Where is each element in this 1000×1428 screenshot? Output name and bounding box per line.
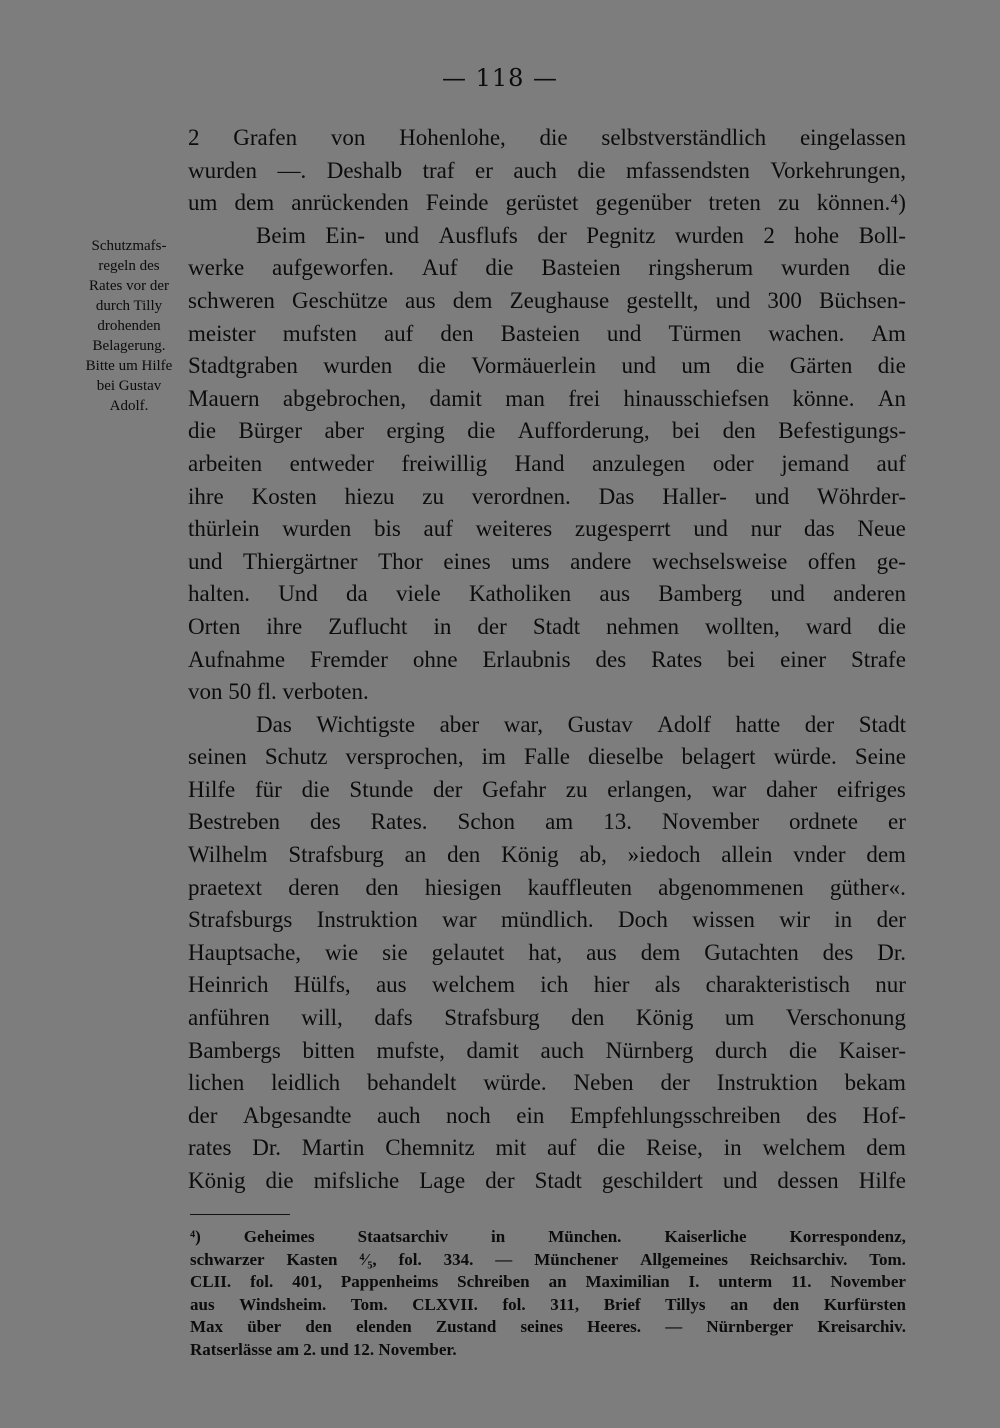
text-line: werke aufgeworfen. Auf die Basteien ringsherum wurden die	[188, 255, 906, 281]
margin-note-line: Adolf.	[109, 398, 149, 414]
text-line: praetext deren den hiesigen kauffleuten abgenommenen güther«.	[188, 874, 906, 900]
margin-note-line: bei Gustav	[96, 378, 162, 394]
text-line: Strafsburgs Instruktion war mündlich. Doch wissen wir in der	[188, 907, 906, 933]
margin-note-line: regeln des	[98, 258, 160, 274]
text-line: Hilfe für die Stunde der Gefahr zu erlangen, war daher eifriges	[188, 776, 906, 802]
margin-note-line: Schutzmafs-	[91, 238, 167, 254]
text-line: Mauern abgebrochen, damit man frei hinausschiefsen könne. An	[188, 385, 906, 411]
text-line: Bestreben des Rates. Schon am 13. November ordnete er	[188, 809, 906, 835]
footnote-rule	[190, 1214, 290, 1215]
text-line: von 50 fl. verboten.	[188, 679, 369, 705]
text-line: thürlein wurden bis auf weiteres zugesperrt und nur das Neue	[188, 516, 906, 542]
body-text	[188, 122, 906, 1198]
footnote-line: Max über den elenden Zustand seines Heeres. — Nürnberger Kreisarchiv.	[190, 1317, 906, 1336]
text-line: seinen Schutz versprochen, im Falle dieselbe belagert würde. Seine	[188, 744, 906, 770]
text-line: um dem anrückenden Feinde gerüstet gegenüber treten zu können.⁴)	[188, 190, 906, 216]
text-line: Wilhelm Strafsburg an den König ab, »iedoch allein vnder dem	[188, 842, 906, 868]
text-line: Heinrich Hülfs, aus welchem ich hier als charakteristisch nur	[188, 972, 906, 998]
text-line: Stadtgraben wurden die Vormäuerlein und um die Gärten die	[188, 353, 906, 379]
footnote-line: ⁴) Geheimes Staatsarchiv in München. Kaiserliche Korrespondenz,	[190, 1227, 906, 1246]
footnote-line: aus Windsheim. Tom. CLXVII. fol. 311, Brief Tillys an den Kurfürsten	[190, 1294, 906, 1314]
text-line: rates Dr. Martin Chemnitz mit auf die Reise, in welchem dem	[188, 1135, 906, 1161]
text-line: der Abgesandte auch noch ein Empfehlungsschreiben des Hof-	[188, 1102, 906, 1128]
margin-note-line: Rates vor der	[89, 278, 169, 294]
text-line: 2 Grafen von Hohenlohe, die selbstverständlich eingelassen	[188, 125, 906, 150]
footnote-line: Ratserlässe am 2. und 12. November.	[190, 1339, 457, 1359]
margin-note-line: Belagerung.	[92, 338, 166, 354]
text-line: meister mufsten auf den Basteien und Türmen wachen. Am	[188, 320, 906, 346]
text-line: König die mifsliche Lage der Stadt geschildert und dessen Hilfe	[188, 1168, 906, 1193]
text-line: die Bürger aber erging die Aufforderung, bei den Befestigungs-	[188, 418, 906, 444]
text-line: Beim Ein- und Ausflufs der Pegnitz wurden 2 hohe Boll-	[256, 222, 906, 248]
margin-note	[74, 236, 184, 416]
page-number: — 118 —	[441, 64, 559, 92]
text-line: anführen will, dafs Strafsburg den König um Verschonung	[188, 1005, 906, 1031]
text-line: halten. Und da viele Katholiken aus Bamberg und anderen	[188, 581, 906, 607]
margin-note-line: drohenden	[97, 318, 161, 334]
text-line: lichen leidlich behandelt würde. Neben der Instruktion bekam	[188, 1070, 906, 1096]
text-line: ihre Kosten hiezu zu verordnen. Das Haller- und Wöhrder-	[188, 483, 906, 509]
text-line: Hauptsache, wie sie gelautet hat, aus dem Gutachten des Dr.	[188, 939, 906, 965]
text-line: Aufnahme Fremder ohne Erlaubnis des Rates bei einer Strafe	[188, 646, 906, 672]
text-line: Bambergs bitten mufste, damit auch Nürnberg durch die Kaiser-	[188, 1037, 906, 1063]
margin-note-line: Bitte um Hilfe	[85, 358, 173, 374]
text-line: schweren Geschütze aus dem Zeughause gestellt, und 300 Büchsen-	[188, 287, 906, 313]
margin-note-line: durch Tilly	[95, 298, 163, 314]
text-line: Orten ihre Zuflucht in der Stadt nehmen wollten, ward die	[188, 613, 906, 639]
footnote-line: schwarzer Kasten ⁴⁄₅, fol. 334. — Münchener Allgemeines Reichsarchiv. Tom.	[190, 1249, 906, 1269]
text-line: Das Wichtigste aber war, Gustav Adolf hatte der Stadt	[256, 711, 906, 737]
text-line: arbeiten entweder freiwillig Hand anzulegen oder jemand auf	[188, 450, 906, 476]
text-line: und Thiergärtner Thor eines ums andere wechselsweise offen ge-	[188, 548, 906, 574]
footnote-line: CLII. fol. 401, Pappenheims Schreiben an Maximilian I. unterm 11. November	[190, 1272, 906, 1291]
footnote	[190, 1226, 906, 1361]
text-line: wurden —. Deshalb traf er auch die mfassendsten Vorkehrungen,	[188, 157, 906, 183]
